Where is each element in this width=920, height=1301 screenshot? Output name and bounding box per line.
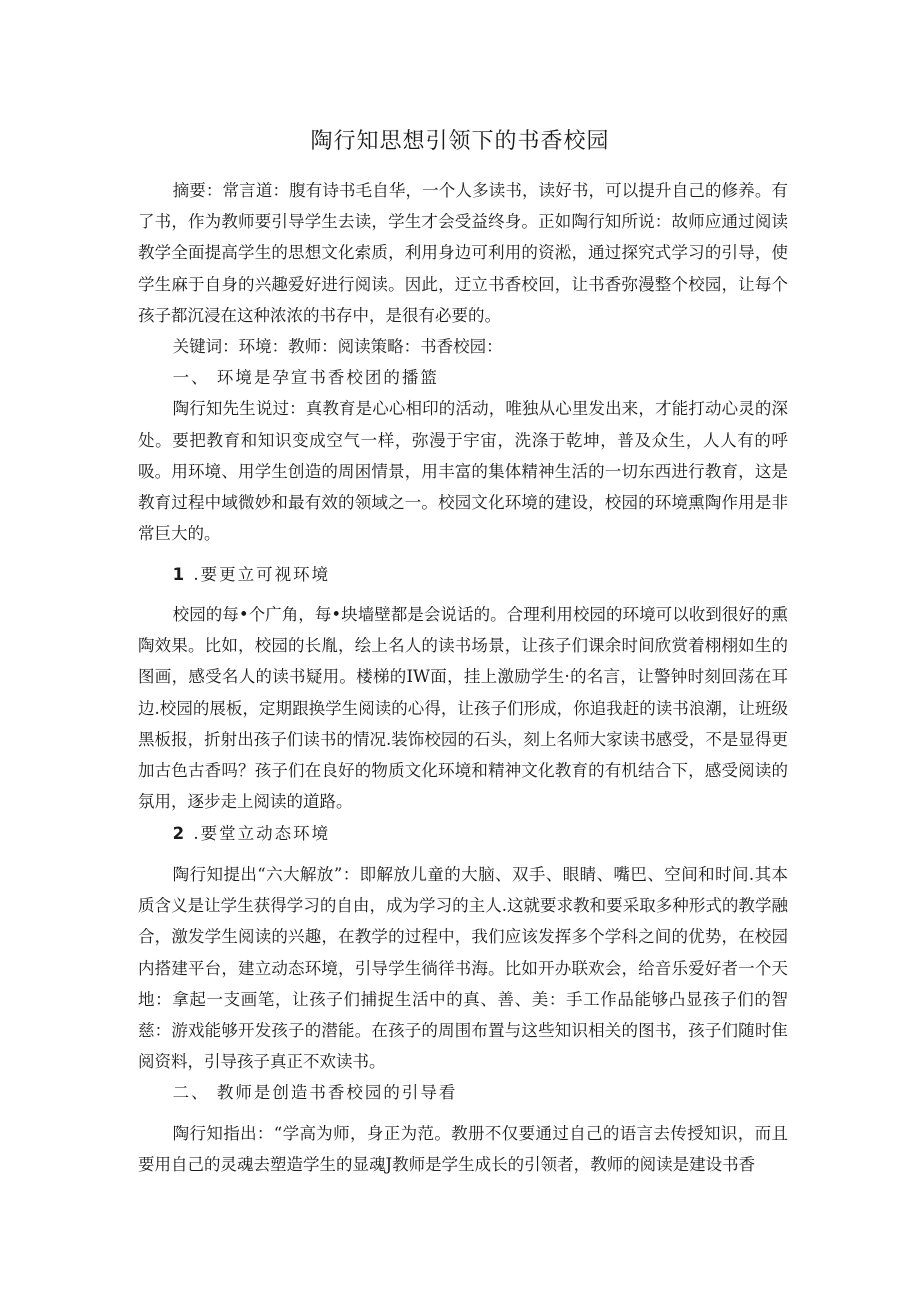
- section-2-paragraph: 陶行知指出：“学高为师，身正为范。教册不仅要通过自己的语言去传授知识，而且要用自己的灵魂去塑造学生的显魂J教师是学生成长的引领者，教师的阅读是建设书香: [138, 1124, 788, 1175]
- section-1-heading: 一、 环境是孕宣书香校团的播篮: [172, 368, 439, 388]
- subsection-1-body: [138, 599, 788, 817]
- subsection-1-heading: [138, 559, 788, 590]
- document-title: 陶行知思想引领下的书香校园: [310, 129, 610, 154]
- section-1-paragraph: 陶行知先生说过：真教育是心心相印的活动，唯独从心里发出来，才能打动心灵的深处。要把教育和知识变成空气一样，弥漫于宇宙，洗涤于乾坤，普及众生，人人有的呼吸。用环境、用学生创造的周困情景，用丰富的集体精神生活的一切东西进行教育，这是教育过程中域微妙和最有效的领域之一。校园文化环境的建设，校园的环境熏陶作用是非常巨大的。: [138, 399, 788, 544]
- keywords-line: 关键词：环境：教师：阅读策略：书香校园：: [172, 337, 503, 357]
- subsection-2-paragraph: 陶行知提出“六大解放”：即解放儿童的大脑、双手、眼睛、嘴巴、空间和时间.其本质含义是让学生获得学习的自由，成为学习的主人.这就要求教和要采取多种形式的教学融合，激发学生阅读的兴趣，在教学的过程中，我们应该发挥多个学科之间的优势，在校园内搭建平台，建立动态环境，引导学生徜徉书海。比如开办联欢会，给音乐爱好者一个天地：拿起一支画笔，让孩子们捕捉生活中的真、善、美：手工作品能够凸显孩子们的智慈：游戏能够开发孩子的潜能。在孩子的周围布置与这些知识相关的图书，孩子们随时隹阅资料，引导孩子真正不欢读书。: [138, 865, 788, 1072]
- section-2-body: [138, 1118, 788, 1180]
- subsection-2-heading: [138, 818, 788, 849]
- subsection-1-paragraph: 校园的每•个广角，每•块墙壁都是会说话的。合理利用校园的环境可以收到很好的熏陶效果。比如，校园的长胤，绘上名人的读书场景，让孩子们课余时间欣赏着栩栩如生的图画，感受名人的读书疑用。楼梯的IW面，挂上激励学生·的名言，让警钟时刻回荡在耳边.校园的展板，定期跟换学生阅读的心得，让孩子们形成，你追我赶的读书浪潮，让班级黑板报，折射出孩子们读书的情况.装饰校园的石头，刻上名师大家读书感受，不是显得更加古色古香吗？孩子们在良好的物质文化环境和精神文化教育的有机结合下，感受阅读的氛用，逐步走上阅读的道路。: [138, 605, 788, 812]
- subsection-2-number: 2: [172, 824, 187, 843]
- subsection-2-block: [138, 818, 788, 849]
- subsection-2-title: .要堂立动态环境: [186, 824, 331, 843]
- abstract-block: [138, 175, 788, 549]
- subsection-2-body: [138, 859, 788, 1109]
- subsection-1-block: [138, 559, 788, 590]
- section-2-heading: 二、 教师是创造书香校园的引导看: [172, 1083, 458, 1103]
- subsection-1-title: .要更立可视环境: [186, 565, 331, 584]
- abstract-paragraph: 摘要：常言道：腹有诗书毛自华，一个人多读书，读好书，可以提升自己的修养。有了书，作为教师要引导学生去读，学生才会受益终身。正如陶行知所说：故师应通过阅读教学全面提高学生的思想文化索质，利用身边可利用的资淞，通过探究式学习的引导，使学生麻于自身的兴趣爱好进行阅读。因此，迂立书香校回，让书香弥漫整个校园，让每个孩子都沉浸在这种浓浓的书存中，是很有必要的。: [138, 181, 788, 325]
- subsection-1-number: 1: [172, 565, 187, 584]
